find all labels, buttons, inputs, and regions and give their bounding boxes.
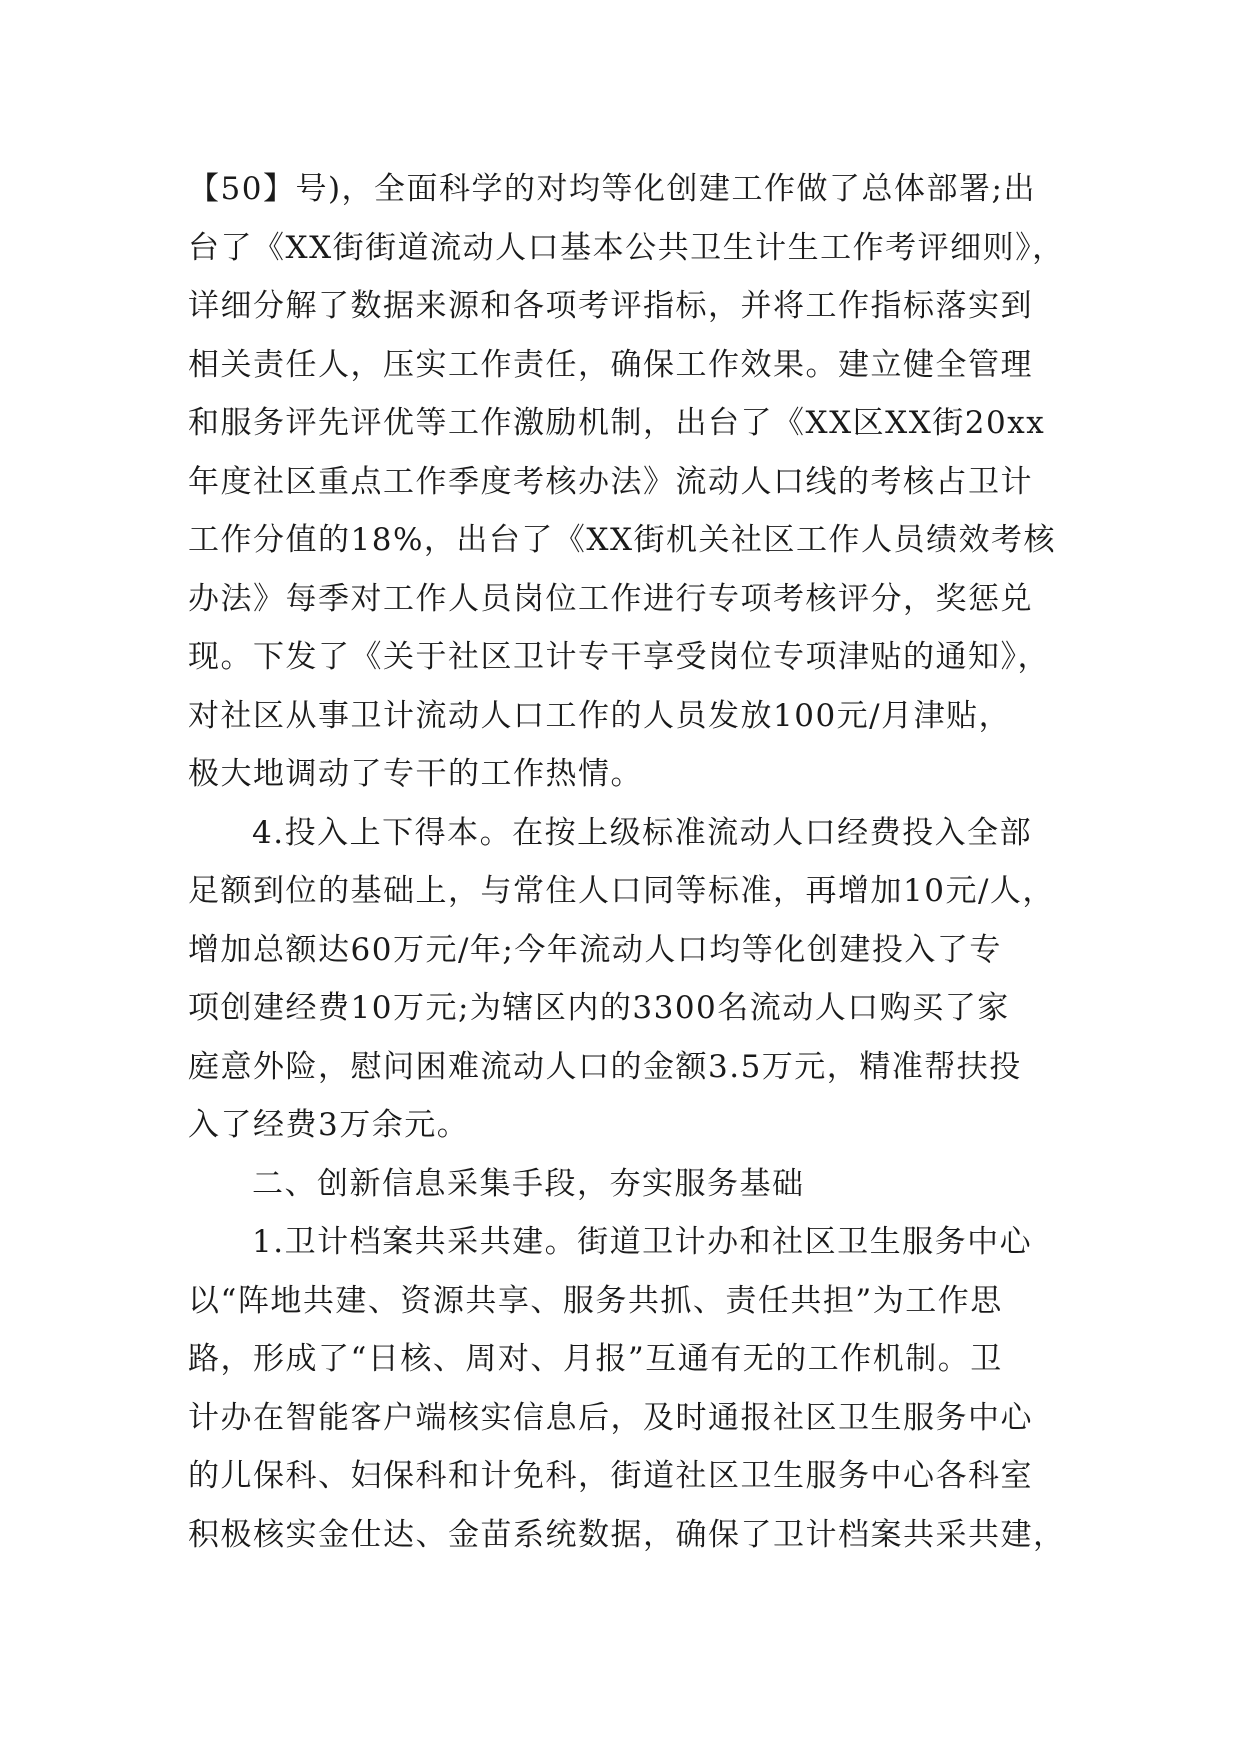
- text-line: 积极核实金仕达、金苗系统数据，确保了卫计档案共采共建，: [188, 1516, 1066, 1553]
- text-line: 入了经费3万余元。: [188, 1107, 470, 1143]
- text-line: 项创建经费10万元;为辖区内的3300名流动人口购买了家: [188, 990, 1010, 1026]
- text-line: 和服务评先评优等工作激励机制，出台了《XX区XX街20xx: [188, 405, 1046, 441]
- text-line: 年度社区重点工作季度考核办法》流动人口线的考核占卫计: [188, 463, 1033, 500]
- text-line: 详细分解了数据来源和各项考评指标，并将工作指标落实到: [188, 288, 1033, 324]
- text-line: 对社区从事卫计流动人口工作的人员发放100元/月津贴，: [188, 697, 1012, 734]
- text-line: 的儿保科、妇保科和计免科，街道社区卫生服务中心各科室: [188, 1458, 1033, 1494]
- text-line: 相关责任人，压实工作责任，确保工作效果。建立健全管理: [188, 346, 1033, 383]
- text-line: 极大地调动了专干的工作热情。: [188, 756, 643, 792]
- text-line: 工作分值的18%，出台了《XX街机关社区工作人员绩效考核: [188, 522, 1057, 558]
- text-line: 庭意外险，慰问困难流动人口的金额3.5万元，精准帮扶投: [188, 1048, 1022, 1085]
- text-line: 4.投入上下得本。在按上级标准流动人口经费投入全部: [252, 814, 1033, 851]
- text-line: 1.卫计档案共采共建。街道卫计办和社区卫生服务中心: [252, 1224, 1033, 1260]
- text-line: 二、创新信息采集手段，夯实服务基础: [252, 1165, 805, 1202]
- text-line: 增加总额达60万元/年;今年流动人口均等化创建投入了专: [188, 931, 1002, 968]
- text-line: 以“阵地共建、资源共享、服务共抓、责任共担”为工作思: [188, 1282, 1003, 1319]
- text-line: 【50】号)，全面科学的对均等化创建工作做了总体部署;出: [188, 171, 1036, 207]
- text-line: 现。下发了《关于社区卫计专干享受岗位专项津贴的通知》，: [188, 639, 1050, 675]
- text-line: 办法》每季对工作人员岗位工作进行专项考核评分，奖惩兑: [188, 580, 1033, 617]
- text-line: 台了《XX街街道流动人口基本公共卫生计生工作考评细则》，: [188, 229, 1065, 266]
- text-line: 足额到位的基础上，与常住人口同等标准，再增加10元/人，: [188, 873, 1055, 909]
- document-body: [188, 160, 1068, 1564]
- text-line: 路，形成了“日核、周对、月报”互通有无的工作机制。卫: [188, 1341, 1003, 1377]
- text-line: 计办在智能客户端核实信息后，及时通报社区卫生服务中心: [188, 1399, 1033, 1436]
